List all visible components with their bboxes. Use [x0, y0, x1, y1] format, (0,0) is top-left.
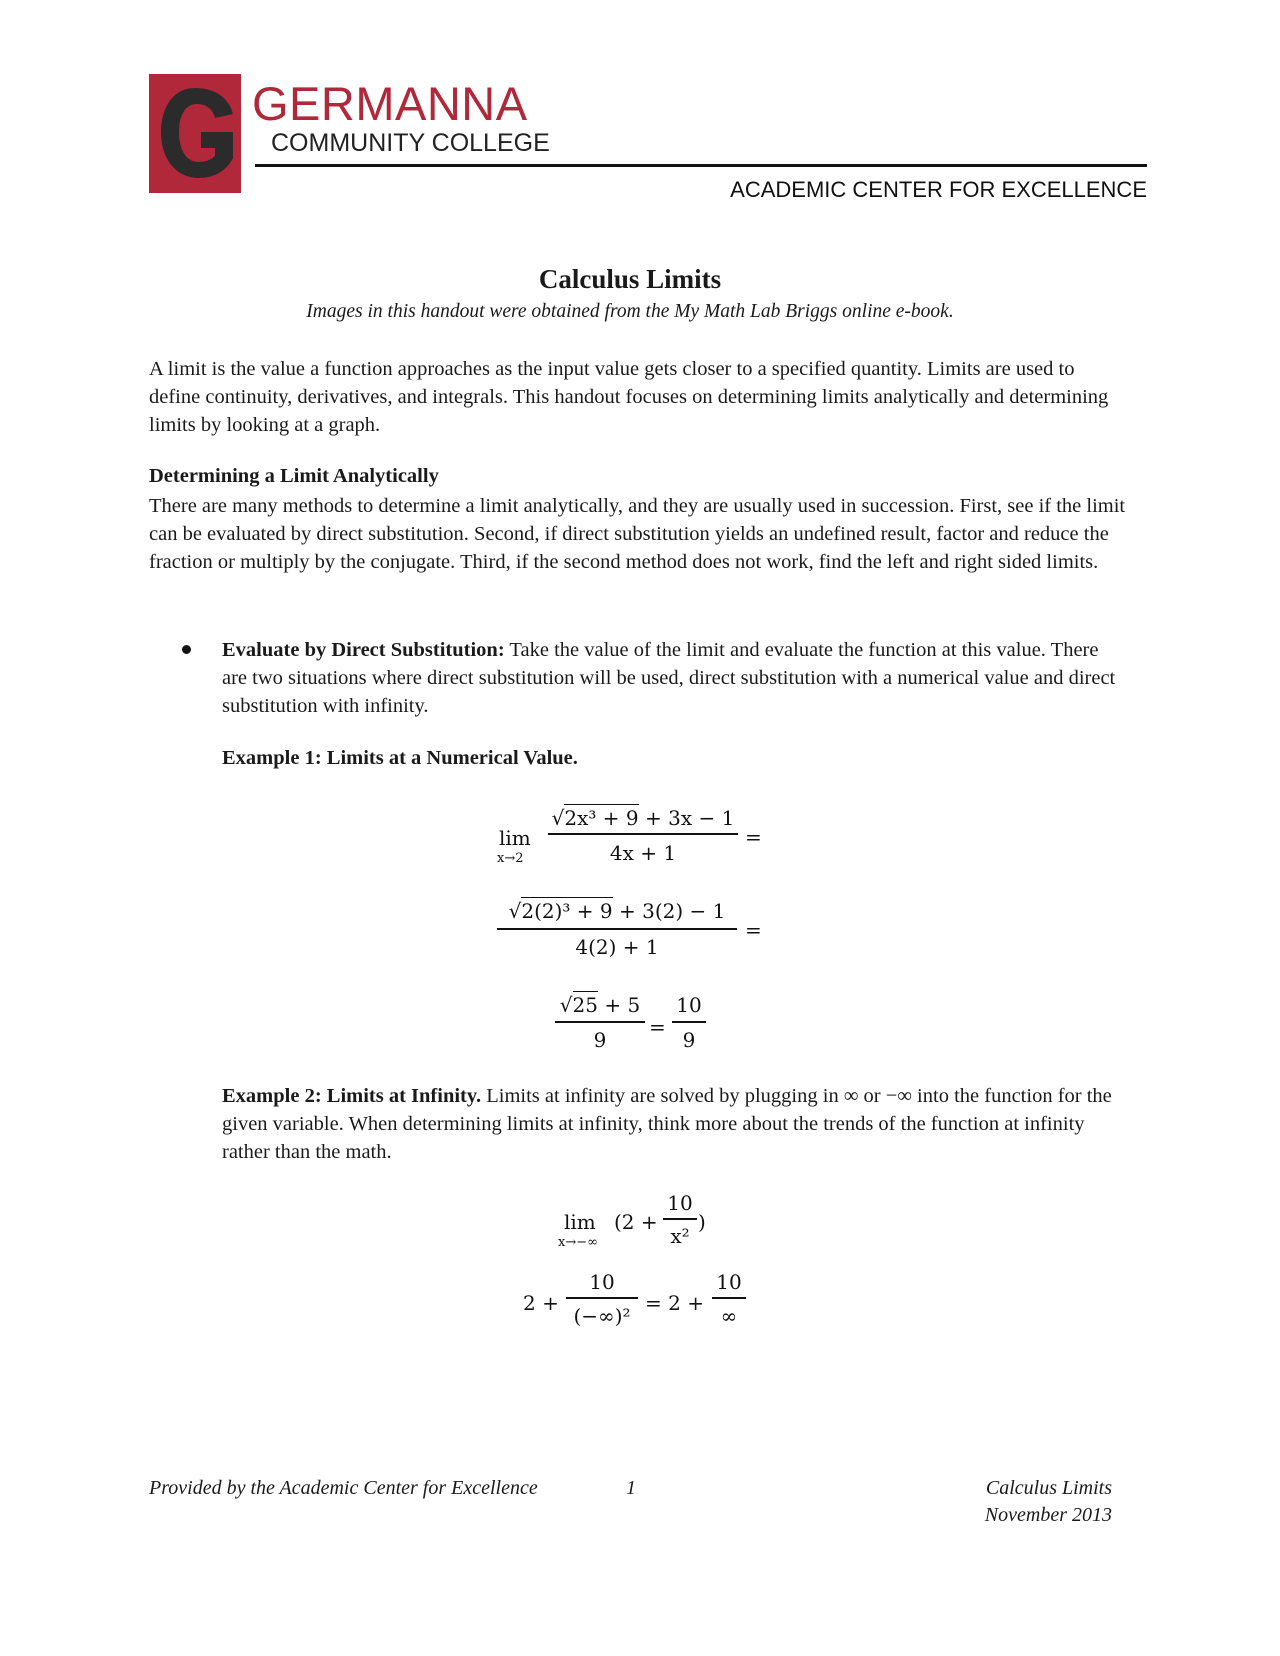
- bullet-paragraph: [222, 636, 1122, 720]
- numerator: 10: [676, 993, 702, 1017]
- section-paragraph: There are many methods to determine a limit analytically, and they are usually used in succession. First, see if the limit can be evaluated by direct substitution. Second, if direct substitution yields an undefined result, factor and reduce the fraction or multiply by the conjugate. Third, if the second method does not work, find the left and right sided limits.: [149, 495, 1126, 573]
- lim-operator: lim: [564, 1210, 596, 1234]
- radicand: 2x³ + 9: [564, 806, 639, 830]
- example2-fraction-1: [663, 1186, 697, 1252]
- lim-operator: lim: [499, 826, 531, 850]
- example2-text: Limits at infinity are solved by plugging in ∞ or −∞ into the function for the given variable. When determining limits at infinity, think more about the trends of the function at infinity rather than the math.: [222, 1085, 1112, 1163]
- page-title: Calculus Limits: [538, 264, 722, 294]
- radicand: 25: [572, 993, 598, 1017]
- footer-date: November 2013: [984, 1504, 1112, 1526]
- example1-fraction-3: [555, 987, 645, 1057]
- numerator: 10: [667, 1191, 693, 1215]
- fraction-bar: [555, 1021, 645, 1023]
- section-heading: Determining a Limit Analytically: [149, 465, 439, 487]
- example2-heading: Example 2: Limits at Infinity.: [222, 1085, 482, 1107]
- fraction-bar: [548, 833, 738, 835]
- denominator: x²: [670, 1224, 690, 1248]
- lim-subscript: x→2: [497, 851, 524, 866]
- logo-subtitle: COMMUNITY COLLEGE: [271, 129, 550, 157]
- example2-paragraph: [222, 1082, 1132, 1166]
- open-paren: (2 +: [614, 1210, 658, 1234]
- numerator: √25 + 5: [559, 993, 641, 1017]
- example2-fraction-3: [712, 1265, 746, 1335]
- denominator: (−∞)²: [573, 1304, 631, 1328]
- header-rule: [255, 164, 1147, 167]
- logo-name: GERMANNA: [252, 77, 528, 130]
- denominator: 4(2) + 1: [575, 935, 659, 959]
- footer-page-number: 1: [626, 1477, 636, 1499]
- denominator: 9: [682, 1028, 696, 1052]
- fraction-bar: [712, 1297, 746, 1299]
- radicand: 2(2)³ + 9: [521, 899, 613, 923]
- bullet-label: Evaluate by Direct Substitution:: [222, 639, 505, 661]
- example2-fraction-2: [566, 1265, 638, 1335]
- example1-fraction-1: [548, 800, 738, 870]
- lim-subscript: x→−∞: [558, 1235, 598, 1250]
- example1-fraction-2: [497, 893, 737, 963]
- numerator: √2x³ + 9 + 3x − 1: [551, 806, 735, 830]
- equals-sign: =: [745, 918, 762, 942]
- department-name: ACADEMIC CENTER FOR EXCELLENCE: [730, 177, 1147, 202]
- fraction-bar: [566, 1297, 638, 1299]
- fraction-bar: [672, 1021, 706, 1023]
- numerator: 10: [716, 1270, 742, 1294]
- germanna-logo-mark: [149, 74, 241, 193]
- equals-sign: =: [649, 1015, 666, 1039]
- denominator: 9: [593, 1028, 607, 1052]
- numerator-rest: + 3(2) − 1: [612, 899, 726, 923]
- footer-doc-title: Calculus Limits: [985, 1477, 1112, 1499]
- numerator: 10: [589, 1270, 615, 1294]
- term-two-plus: 2 +: [523, 1291, 559, 1315]
- equals-two-plus: = 2 +: [645, 1291, 704, 1315]
- intro-paragraph: A limit is the value a function approaches as the input value gets closer to a specified quantity. Limits are used to define continuity, derivatives, and integrals. This handout focuses on determining limits analytically and determining limits by looking at a graph.: [149, 358, 1109, 436]
- example1-heading: Example 1: Limits at a Numerical Value.: [222, 747, 578, 769]
- fraction-bar: [497, 928, 737, 930]
- numerator-rest: + 5: [598, 993, 641, 1017]
- close-paren: ): [698, 1210, 706, 1234]
- bullet-text: Take the value of the limit and evaluate the function at this value. There are two situations where direct substitution will be used, direct substitution with a numerical value and direct substitution with infinity.: [222, 639, 1116, 717]
- fraction-bar: [663, 1218, 697, 1220]
- footer-provider: Provided by the Academic Center for Excellence: [149, 1477, 538, 1499]
- page-subtitle: Images in this handout were obtained from the My Math Lab Briggs online e-book.: [306, 301, 954, 322]
- bullet-dot: [180, 643, 194, 657]
- numerator: √2(2)³ + 9 + 3(2) − 1: [508, 899, 726, 923]
- numerator-rest: + 3x − 1: [638, 806, 735, 830]
- denominator: ∞: [720, 1304, 738, 1328]
- equals-sign: =: [745, 825, 762, 849]
- example1-result: [672, 987, 706, 1057]
- denominator: 4x + 1: [609, 841, 677, 865]
